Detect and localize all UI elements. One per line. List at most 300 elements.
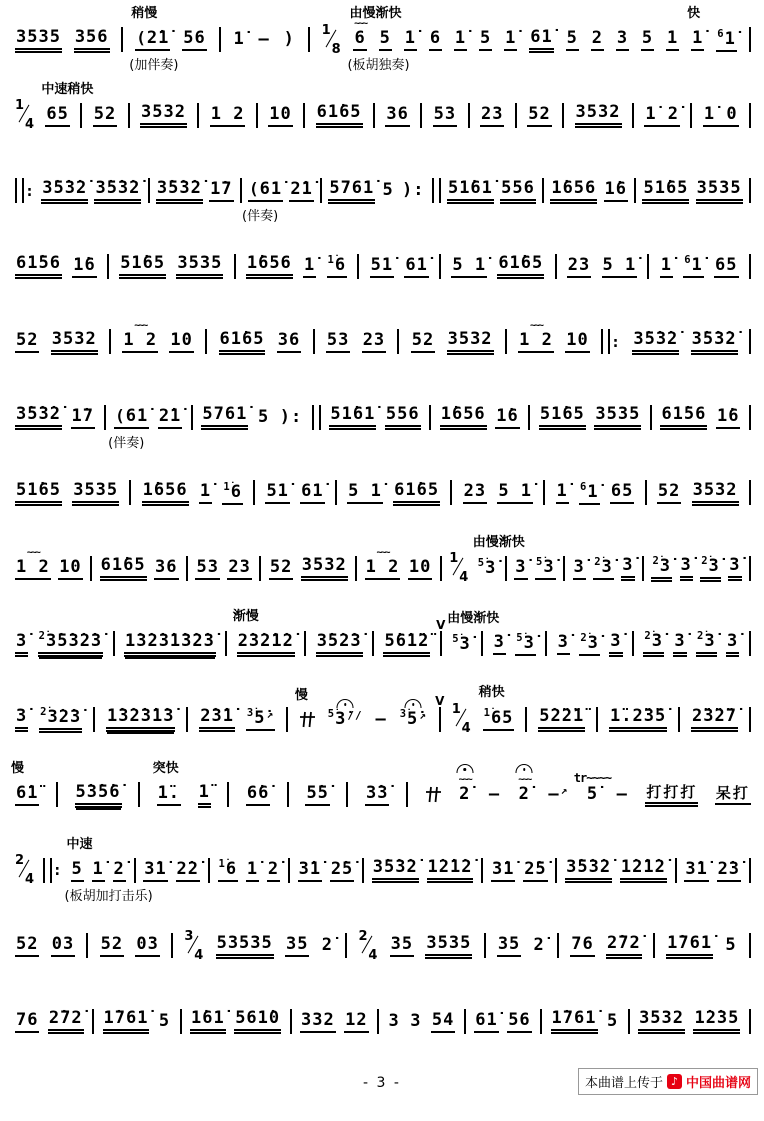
barline (440, 631, 442, 656)
note-group (616, 784, 629, 805)
time-signature (184, 928, 204, 963)
barline (362, 858, 364, 883)
note-text: $^6$1̇ (579, 481, 600, 505)
fermata-icon (456, 764, 473, 785)
note-group (557, 632, 570, 655)
ts-numerator: 1 (451, 702, 461, 718)
barline (372, 631, 374, 656)
barline (464, 1009, 466, 1034)
score-line (12, 78, 754, 154)
note-group (427, 857, 474, 883)
barline (186, 707, 188, 732)
note-group (632, 329, 679, 355)
barline (240, 178, 242, 203)
note-text: 3532 (575, 102, 622, 128)
score-line (12, 531, 754, 607)
note-text: 561̇0 (234, 1008, 281, 1034)
time-signature (321, 22, 342, 57)
fermata-arc-icon (405, 699, 422, 708)
barline (286, 707, 288, 732)
barline (749, 556, 751, 581)
note-text: 5 1̇ (347, 481, 383, 504)
barline (186, 556, 188, 581)
barline (288, 858, 290, 883)
ts-numerator: 1 (449, 551, 459, 567)
barline (632, 103, 634, 128)
note-group (570, 934, 594, 957)
note-text: $^{5̇}$3̇ (515, 632, 536, 656)
note-group (119, 253, 166, 279)
barline (355, 556, 357, 581)
ts-numerator: 2 (15, 853, 25, 869)
percussion-stroke-symbol (294, 687, 316, 729)
grace-note: 5̇ (452, 632, 459, 645)
barline (749, 480, 751, 505)
barline (377, 1009, 379, 1034)
note-group (74, 27, 110, 53)
ts-denominator: 4 (461, 721, 471, 737)
note-group (71, 406, 95, 429)
barline (440, 556, 442, 581)
note-text: $^{2̇}$3̇ (651, 555, 672, 582)
note-group (609, 631, 622, 657)
note-group (303, 255, 316, 278)
barline (634, 178, 636, 203)
score-line (12, 908, 754, 984)
note-group (316, 102, 363, 128)
note-group (478, 685, 515, 731)
mordent-wave-icon: ~~~ (354, 18, 367, 30)
note-group (283, 29, 296, 50)
note-group (277, 330, 301, 353)
note-text: 3̇5̇3̇2̇ (15, 404, 62, 430)
note-text: $^{1̇}$6 (327, 254, 348, 278)
note-group (657, 481, 681, 504)
tempo-label: 中速 (66, 836, 93, 852)
barline (749, 707, 751, 732)
tempo-label: 由慢渐快 (447, 610, 500, 626)
repeat-bars (601, 329, 610, 354)
barline (397, 329, 399, 354)
note-text: ) (283, 29, 295, 50)
barline (227, 782, 229, 807)
tempo-label: 慢 (11, 761, 25, 777)
note-group (234, 1008, 281, 1034)
barline (121, 27, 123, 52)
note-text: 36 (385, 104, 409, 127)
note-group (556, 481, 569, 504)
note-text: 3̇ (680, 555, 693, 581)
barline (749, 103, 751, 128)
note-group (201, 404, 248, 430)
note-group (401, 180, 425, 201)
note-text: ): (402, 180, 425, 201)
barline (313, 329, 315, 354)
note-group (327, 708, 364, 730)
note-text: 65 (714, 255, 738, 278)
note-text: 1̈ (198, 782, 211, 808)
note-group (491, 859, 515, 882)
barline (484, 933, 486, 958)
note-text: 1̇7 (209, 179, 233, 202)
grace-note: 3̇ (246, 707, 254, 720)
barline (171, 933, 173, 958)
barline (555, 254, 557, 279)
note-group (232, 608, 295, 657)
note-text: 1̇ 0 (703, 104, 739, 127)
note-text: 5 (725, 935, 737, 956)
note-group (100, 555, 147, 581)
barline (406, 782, 408, 807)
mordent-icon (134, 320, 146, 331)
note-group (58, 557, 82, 580)
note-text: 52 (269, 557, 293, 580)
barline (628, 1009, 630, 1034)
note-group (51, 329, 98, 355)
barline (545, 631, 547, 656)
barline (259, 556, 261, 581)
note-text: 5 1̇ (497, 481, 533, 504)
note-group (265, 481, 289, 504)
ts-numerator: 3 (184, 928, 194, 944)
barline (134, 858, 136, 883)
note-group (156, 178, 203, 204)
note-group (267, 859, 280, 882)
note-group (124, 631, 216, 657)
note-text: $^{2̇}$3̇ (643, 630, 664, 657)
barline (675, 858, 677, 883)
barline (557, 933, 559, 958)
barline (505, 556, 507, 581)
mordent-icon (377, 547, 389, 558)
barline (93, 707, 95, 732)
site-logo-icon: ♪ (667, 1074, 682, 1089)
note-text: 332 (300, 1010, 336, 1033)
annotation-label: (伴奏) (242, 209, 279, 225)
note-text: 2̈3̈2̈7̇ (691, 706, 738, 732)
barline (543, 480, 545, 505)
barline (253, 480, 255, 505)
grace-note: 6 (717, 27, 724, 40)
barline (107, 254, 109, 279)
note-text: 1̇656 (246, 253, 293, 279)
note-group (195, 557, 219, 580)
barline (197, 103, 199, 128)
barline (420, 103, 422, 128)
barline (647, 254, 649, 279)
note-group (219, 329, 266, 355)
note-text: 3532 (51, 329, 98, 355)
note-group (15, 631, 28, 657)
barline (304, 631, 306, 656)
note-text: 23 (362, 330, 386, 353)
note-group (122, 320, 158, 353)
note-text: 3̇5̇3̇2̇ (565, 857, 612, 883)
note-group (372, 857, 419, 883)
note-text: $^{3̇}$5̇↗ (399, 708, 427, 730)
note-group (527, 104, 551, 127)
note-text: 打打打 (645, 783, 698, 807)
note-text: 53535 (216, 933, 274, 959)
barline (208, 858, 210, 883)
note-group (479, 28, 492, 51)
note-group (458, 774, 471, 805)
note-text: 36 (154, 557, 178, 580)
barline (234, 254, 236, 279)
barline (186, 707, 188, 732)
note-text: 3̇5̇3̇2̇ (94, 178, 141, 204)
barline (180, 1009, 182, 1034)
barline (357, 254, 359, 279)
barline (678, 707, 680, 732)
barline (148, 178, 150, 203)
barline (505, 329, 507, 354)
note-text: 3535 (696, 178, 743, 204)
note-text: 呆打 (715, 784, 751, 805)
score-line (12, 606, 754, 682)
note-text: 61̇65 (100, 555, 147, 581)
ts-denominator: 8 (331, 41, 341, 57)
note-group (518, 774, 531, 805)
barline (642, 556, 644, 581)
note-text: (2̇1̇ (135, 28, 170, 51)
note-group (268, 104, 292, 127)
barline (749, 1009, 751, 1034)
note-text: 3532 (692, 480, 739, 506)
fermata-icon (337, 699, 354, 709)
note-text: 3̇ (726, 631, 739, 657)
note-group (41, 81, 94, 127)
barline (678, 707, 680, 732)
barline (481, 631, 483, 656)
note-text: 1 (666, 28, 679, 51)
note-group (621, 555, 634, 581)
note-text: — (488, 784, 501, 805)
barline (484, 933, 486, 958)
barline (320, 178, 322, 203)
fermata-arc-icon (456, 764, 473, 773)
note-group (591, 28, 604, 51)
barline (372, 631, 374, 656)
barline (525, 707, 527, 732)
barline (749, 329, 751, 354)
note-text: 3̇ (514, 557, 527, 580)
note-text: 52 (15, 330, 39, 353)
tempo-label: 由慢渐快 (472, 535, 525, 551)
note-group (447, 610, 500, 655)
barline (450, 480, 452, 505)
percussion-stroke-symbol (299, 710, 316, 729)
note-text: 3 (616, 28, 629, 51)
note-group (440, 404, 487, 430)
barline (290, 1009, 292, 1034)
barline (429, 405, 431, 430)
barline (253, 480, 255, 505)
note-text: 3̇1̇ (143, 859, 167, 882)
note-group (447, 329, 494, 355)
time-signature (449, 551, 469, 586)
note-text: 1̇ (454, 28, 467, 51)
note-text: 5 (379, 28, 392, 51)
note-group (39, 706, 82, 733)
barline (113, 631, 115, 656)
note-text: 3̇ (673, 631, 686, 657)
score-line (12, 757, 754, 833)
note-text: 3 (410, 1010, 422, 1031)
note-group (216, 933, 274, 959)
note-group (142, 480, 189, 506)
note-group (594, 404, 641, 430)
note-group (51, 934, 75, 957)
trill-tr-icon: tr~~~~ (573, 771, 612, 786)
note-group (610, 481, 634, 504)
note-text: 3535 (15, 27, 62, 53)
note-group (497, 253, 544, 279)
open-paren: ( (136, 28, 147, 48)
note-group (393, 480, 440, 506)
barline (749, 254, 751, 279)
barline (128, 103, 130, 128)
annotation-label: (加伴奏) (129, 58, 179, 74)
note-text: 1̇ (660, 255, 673, 278)
note-group (717, 859, 741, 882)
note-text: 76 (15, 1010, 39, 1033)
note-text: 51̇ (265, 481, 289, 504)
barline (86, 933, 88, 958)
note-text: $^{3̇}$5̇↗ (246, 707, 275, 731)
note-group (15, 546, 51, 580)
barline (256, 103, 258, 128)
note-text: 1̇2̇35 (693, 1008, 740, 1034)
note-group (279, 407, 303, 428)
note-text: ): (279, 406, 303, 427)
time-signature (358, 928, 378, 963)
note-text: 65 (45, 104, 69, 127)
mordent-icon (354, 18, 366, 29)
note-group (696, 630, 717, 657)
note-group (579, 632, 600, 656)
barline (234, 254, 236, 279)
note-group (388, 1011, 401, 1032)
barline (225, 631, 227, 656)
repeat-start-sign (43, 858, 63, 883)
time-signature (15, 98, 35, 133)
note-text: $^6$1̇ (683, 254, 704, 278)
barline (468, 103, 470, 128)
barline (545, 631, 547, 656)
note-group (176, 859, 200, 882)
barline (515, 103, 517, 128)
note-group (362, 330, 386, 353)
note-group (11, 761, 39, 806)
ts-numerator: 1 (15, 98, 25, 114)
note-text: 1̇656 (142, 480, 189, 506)
note-group (94, 178, 141, 204)
barline (256, 103, 258, 128)
barline (191, 405, 193, 430)
tempo-label: 快 (687, 6, 701, 22)
note-text: $^{5̇}$3̇ (535, 556, 556, 580)
ts-numerator: 2 (358, 928, 368, 944)
repeat-dots: : (611, 332, 621, 351)
percussion-stroke-symbol (425, 785, 442, 804)
note-text: 5̇5̇ (305, 783, 329, 806)
mordent-wave-icon: ~~~ (530, 320, 543, 332)
note-text: 10 (58, 557, 82, 580)
note-text: 2̇3̇1̇ (199, 706, 235, 732)
grace-note: 5̇ (327, 708, 335, 721)
note-text: 10 (408, 557, 432, 580)
grace-note: 6 (580, 480, 587, 493)
note-text: 23 (480, 104, 504, 127)
note-group (551, 1008, 598, 1034)
note-text: 5 1̇ (602, 255, 638, 278)
score-line (12, 304, 754, 380)
barline (435, 693, 445, 732)
note-text: 61̇ (300, 481, 324, 504)
barline (749, 178, 751, 203)
note-group (696, 178, 743, 204)
annotation-label: (伴奏) (108, 435, 145, 451)
score-line (12, 2, 754, 78)
grace-note: 2̇ (644, 630, 651, 643)
note-text: 1̈. (157, 783, 181, 806)
barline (109, 329, 111, 354)
barline (303, 103, 305, 128)
note-group (344, 1010, 368, 1033)
mordent-wave-icon: ~~~ (26, 546, 39, 558)
note-text: 2̇ (459, 784, 471, 805)
page-footer (0, 1059, 764, 1103)
note-group (616, 28, 629, 51)
note-group (218, 858, 239, 882)
barline (628, 1009, 630, 1034)
note-text: 3̇ (621, 555, 634, 581)
breath-v-icon: V (436, 618, 446, 633)
note-text: 5761̇ (328, 178, 375, 204)
note-group (199, 706, 235, 732)
note-text: 5 (566, 28, 579, 51)
note-text: 3̇ (15, 706, 28, 732)
barline (749, 933, 751, 958)
note-text: 2̇72̇ (606, 933, 642, 959)
time-signature (451, 702, 472, 737)
barline (205, 329, 207, 354)
mordent-wave-icon: ~~~ (134, 320, 147, 332)
note-text: 1̇6 (72, 255, 96, 278)
barline (80, 103, 82, 128)
barline (191, 405, 193, 430)
barline (148, 178, 150, 203)
note-text: 1̇2̇1̇2̇ (427, 857, 474, 883)
barline (632, 631, 634, 656)
barline (129, 480, 131, 505)
barline (505, 556, 507, 581)
note-text: 3532 (638, 1008, 685, 1034)
note-text: — (258, 29, 270, 50)
barline (749, 858, 751, 883)
note-group (606, 1011, 619, 1032)
barline (632, 103, 634, 128)
barline (219, 27, 221, 52)
barline (540, 1009, 542, 1034)
note-text: 3̇1̇ (491, 859, 515, 882)
note-text: 1̇656 (550, 178, 597, 204)
note-text: 76 (570, 934, 594, 957)
note-text: 2̇ (518, 784, 530, 805)
note-group (454, 28, 467, 51)
note-group (285, 934, 309, 957)
